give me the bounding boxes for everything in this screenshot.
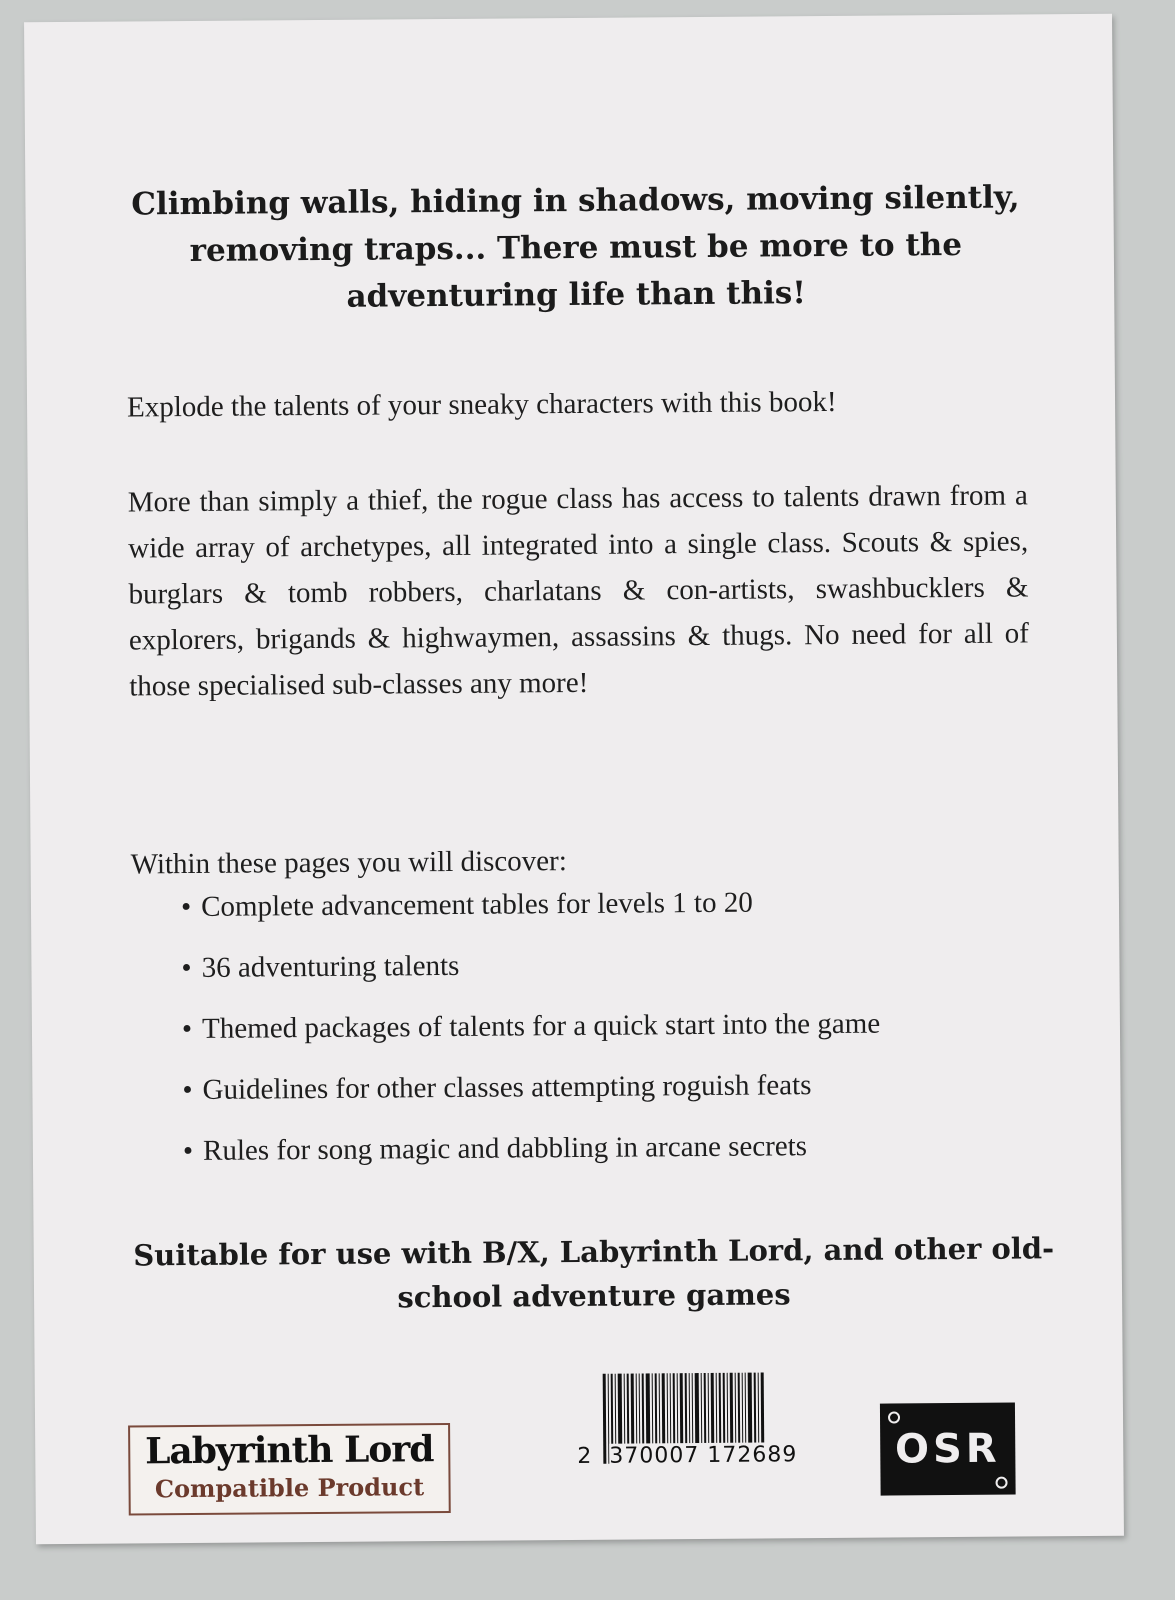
barcode-bar <box>603 1374 607 1464</box>
within-heading: Within these pages you will discover: <box>130 845 567 881</box>
feature-item: • Rules for song magic and dabbling in arcane secrets <box>183 1126 882 1192</box>
feature-item: • 36 adventuring talents <box>181 943 880 1009</box>
barcode <box>575 1372 826 1469</box>
feature-item: • Complete advancement tables for levels 1 to 20 <box>181 882 880 948</box>
feature-item: • Themed packages of talents for a quick start into the game <box>182 1004 881 1070</box>
labyrinth-lord-logo <box>128 1423 451 1516</box>
feature-list <box>181 882 882 1192</box>
logo-subtitle: Compatible Product <box>154 1472 425 1504</box>
description-text: More than simply a thief, the rogue class has access to talents drawn from a wide array of archetypes, all integrated into a single class. Scouts & spies, burglars & tomb robbers, charlatans & con-artists, swashbucklers & explorers, brigands & highwaymen, assassins & thugs. No need for all of those specialised sub-classes any more! <box>127 479 1029 703</box>
osr-text: OSR <box>894 1425 1001 1473</box>
barcode-number: 370007 172689 <box>609 1442 798 1469</box>
barcode-prefix: 2 <box>577 1443 592 1469</box>
intro-text: Explode the talents of your sneaky characters with this book! <box>126 385 837 424</box>
osr-logo-icon <box>880 1403 1016 1496</box>
book-back-cover <box>24 14 1124 1544</box>
feature-item: • Guidelines for other classes attempting roguish feats <box>182 1065 881 1131</box>
compatibility-note: Suitable for use with B/X, Labyrinth Lord, and other old-school adventure games <box>133 1231 1055 1315</box>
tagline: Climbing walls, hiding in shadows, moving silently, removing traps... There must be more to the adventuring life than this! <box>131 179 1020 315</box>
logo-title: Labyrinth Lord <box>144 1428 434 1473</box>
